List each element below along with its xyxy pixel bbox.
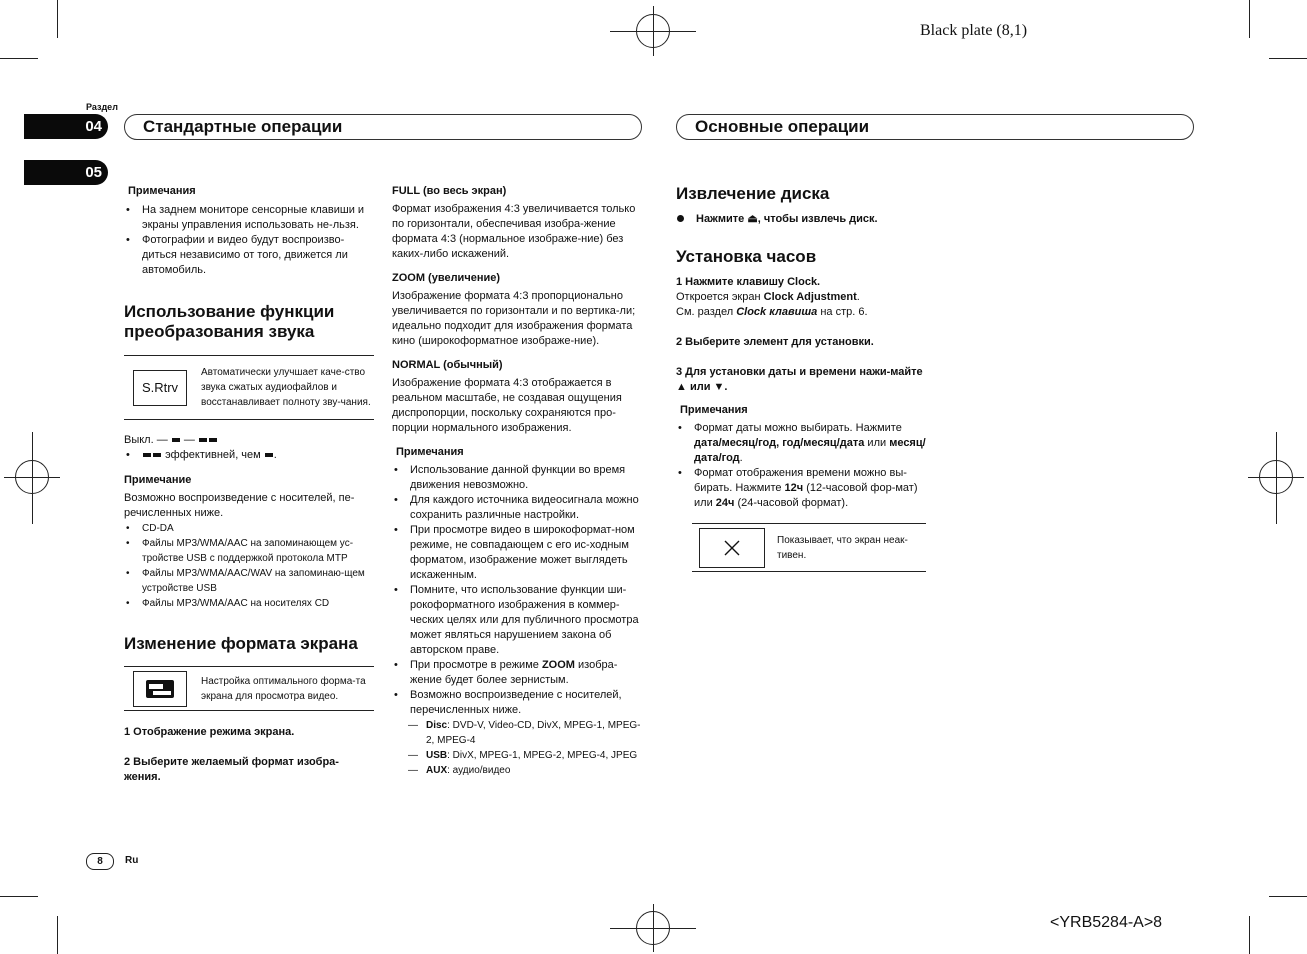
eject-step-text: Нажмите ⏏, чтобы извлечь диск. <box>696 213 878 225</box>
full-title: FULL (во весь экран) <box>392 185 507 197</box>
screen-format-icon[interactable] <box>133 671 187 707</box>
full-text: Формат изображения 4:3 увеличивается только по горизонтали, обеспечивая изобра-жение формата 4:3 (нормальное изображе-ние) без каких-либо искажений. <box>392 203 636 260</box>
text: Формат отображения времени можно вы-бирать. Нажмите <box>694 467 907 494</box>
text: или <box>867 437 887 449</box>
media-text: : DVD-V, Video-CD, DivX, MPEG-1, MPEG-2, MPEG-4 <box>426 720 641 746</box>
column-1 <box>124 184 374 785</box>
zoom-text: Изображение формата 4:3 пропорционально увеличивается по горизонтали и по вертика-ли; идеально подходит для изображения формата кино (широкоформатное изображе-ние). <box>392 290 636 347</box>
list-item: • Фотографии и видео будут воспроизво-диться независимо от того, движется ли автомобиль. <box>124 233 374 278</box>
clock-section-title: Установка часов <box>676 247 817 266</box>
registration-line <box>653 904 654 952</box>
text: на стр. 6. <box>820 306 868 318</box>
document-code: <YRB5284-A>8 <box>1050 914 1163 931</box>
crop-mark <box>0 896 38 897</box>
text: Откроется экран <box>676 291 761 303</box>
note-title: Примечание <box>124 474 192 486</box>
format-section-title: Изменение формата экрана <box>124 634 358 653</box>
media-item <box>392 748 644 763</box>
list-item: • Файлы MP3/WMA/AAC/WAV на запоминаю-щем устройстве USB <box>124 566 374 596</box>
list-item <box>392 658 644 688</box>
crop-mark <box>0 58 38 59</box>
text: (24-часовой формат). <box>737 497 849 509</box>
text: изобра-жение будет более зернистым. <box>410 659 618 686</box>
sound-section-title: Использование функции преобразования звука <box>124 302 335 341</box>
plate-label: Black plate (8,1) <box>920 22 1028 39</box>
srtrv-icon[interactable] <box>133 370 187 406</box>
effect-note: • эффективней, чем . <box>124 448 374 463</box>
list-item: • При просмотре видео в широкоформат-ном режиме, не совпадающем с его ис-ходным форматом, изображение может выглядеть искаженным. <box>392 523 644 583</box>
zoom-title: ZOOM (увеличение) <box>392 272 501 284</box>
registration-line <box>1276 432 1277 524</box>
note-text: Возможно воспроизведение с носителей, пе-речисленных ниже. <box>124 492 355 519</box>
format-row <box>124 666 374 711</box>
inactive-row <box>692 523 926 572</box>
eject-step <box>676 212 926 227</box>
notes-title: Примечания <box>128 185 196 197</box>
list-item: • Для каждого источника видеосигнала можно сохранить различные настройки. <box>392 493 644 523</box>
column-2 <box>392 184 644 778</box>
crop-mark <box>1249 916 1250 954</box>
media-item <box>392 718 644 748</box>
notes-title: Примечания <box>396 446 464 458</box>
section-tab-05[interactable]: 05 <box>24 160 108 185</box>
effect-text: эффективней, чем <box>165 449 261 461</box>
step-3: 3 Для установки даты и времени нажи-майте ▲ или ▼. <box>676 366 923 393</box>
media-label: USB <box>426 750 448 761</box>
list-item: • CD-DA <box>124 521 374 536</box>
srtrv-row <box>124 355 374 420</box>
registration-line <box>32 432 33 524</box>
12h-option: 12ч <box>784 482 804 494</box>
date-format-options: дата/месяц/год, год/месяц/дата <box>694 437 865 449</box>
step-2: 2 Выберите желаемый формат изобра-жения. <box>124 756 339 783</box>
text: Формат даты можно выбирать. Нажмите <box>694 422 902 434</box>
section-label: Раздел <box>86 102 118 112</box>
srtrv-icon-label: S.Rtrv <box>141 380 179 395</box>
list-item: • Возможно воспроизведение с носителей, перечисленных ниже. <box>392 688 644 718</box>
media-label: Disc <box>426 720 448 731</box>
clock-key-link[interactable]: Clock клавиша <box>736 306 818 318</box>
media-label: AUX <box>426 765 448 776</box>
media-text: : аудио/видео <box>447 765 511 776</box>
notes-title: Примечания <box>680 404 748 416</box>
clock-adjustment-label: Clock Adjustment <box>763 291 857 303</box>
srtrv-description: Автоматически улучшает каче-ство звука сжатых аудиофайлов и восстанавливает полноту зву-чания. <box>201 367 371 408</box>
text: При просмотре в режиме <box>410 659 539 671</box>
language-code: Ru <box>125 855 139 866</box>
column-3 <box>676 184 926 572</box>
crop-mark <box>1249 0 1250 38</box>
see-text <box>676 305 926 320</box>
crop-mark <box>57 0 58 38</box>
step-1: 1 Нажмите клавишу Clock. <box>676 276 821 288</box>
open-text: Откроется экран Clock Adjustment. <box>676 291 860 303</box>
list-item: • Файлы MP3/WMA/AAC на носителях CD <box>124 596 374 611</box>
list-item: • Помните, что использование функции ши-рокоформатного изображения в коммер-ческих целях или для публичного просмотра может являться нарушением закона об авторском праве. <box>392 583 644 658</box>
24h-option: 24ч <box>715 497 735 509</box>
date-format-option: месяц/дата/год <box>694 437 926 464</box>
level-scale: Выкл. — — <box>124 433 374 448</box>
media-item <box>392 763 644 778</box>
list-item: • Использование данной функции во время движения невозможно. <box>392 463 644 493</box>
zoom-label: ZOOM <box>541 659 575 671</box>
list-item: • Файлы MP3/WMA/AAC на запоминающем ус-тройстве USB с поддержкой протокола MTP <box>124 536 374 566</box>
registration-line <box>653 6 654 56</box>
crop-mark <box>1269 896 1307 897</box>
inactive-description: Показывает, что экран неак-тивен. <box>777 534 908 561</box>
crop-mark <box>57 916 58 954</box>
close-icon <box>699 528 765 568</box>
format-description: Настройка оптимального форма-та экрана для просмотра видео. <box>201 675 366 702</box>
text: (12-часовой фор-мат) или <box>694 482 918 509</box>
step-1: 1 Отображение режима экрана. <box>124 726 295 738</box>
section-tab-04[interactable]: 04 <box>24 114 108 139</box>
text: См. раздел <box>676 306 734 318</box>
header-left: Стандартные операции <box>124 114 642 140</box>
off-text: Выкл. — <box>124 434 168 446</box>
step-2: 2 Выберите элемент для установки. <box>676 336 874 348</box>
eject-section-title: Извлечение диска <box>676 184 830 203</box>
header-right: Основные операции <box>676 114 1194 140</box>
list-item: • На заднем мониторе сенсорные клавиши и экраны управления использовать не-льзя. <box>124 203 374 233</box>
page-number: 8 <box>86 853 114 870</box>
normal-title: NORMAL (обычный) <box>392 359 503 371</box>
bullet-icon <box>677 215 684 222</box>
list-item <box>676 466 926 511</box>
media-text: : DivX, MPEG-1, MPEG-2, MPEG-4, JPEG <box>447 750 638 761</box>
crop-mark <box>1269 58 1307 59</box>
list-item: • Формат даты можно выбирать. Нажмите дата/месяц/год, год/месяц/дата или месяц/дата/год. <box>676 421 926 466</box>
normal-text: Изображение формата 4:3 отображается в реальном масштабе, не создавая ощущения диспропорции, поскольку сохраняются про-порции нормального изображения. <box>392 377 622 434</box>
